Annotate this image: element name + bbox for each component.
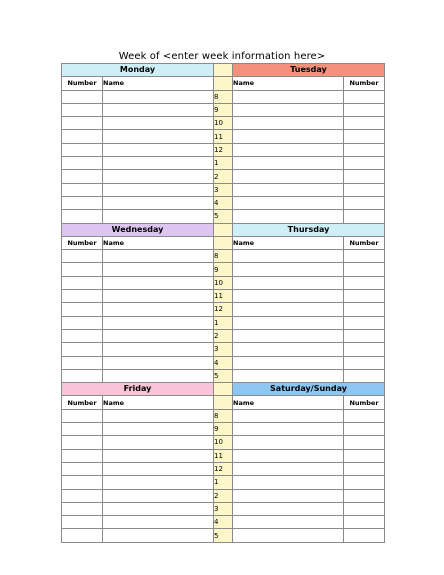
number-cell[interactable] xyxy=(344,250,385,263)
number-cell[interactable] xyxy=(62,476,103,489)
name-cell[interactable] xyxy=(233,502,344,515)
name-cell[interactable] xyxy=(103,183,214,196)
name-cell[interactable] xyxy=(233,170,344,183)
number-cell[interactable] xyxy=(344,276,385,289)
name-cell[interactable] xyxy=(233,276,344,289)
name-cell[interactable] xyxy=(103,196,214,209)
name-column-header: Name xyxy=(103,236,214,249)
time-slot-label: 1 xyxy=(214,316,233,329)
time-slot-label: 4 xyxy=(214,516,233,529)
number-cell[interactable] xyxy=(62,303,103,316)
time-slot-row xyxy=(62,476,385,489)
number-cell[interactable] xyxy=(344,183,385,196)
name-cell[interactable] xyxy=(233,90,344,103)
column-header-row xyxy=(62,77,385,90)
name-cell[interactable] xyxy=(103,369,214,382)
time-slot-label: 11 xyxy=(214,130,233,143)
time-slot-row xyxy=(62,130,385,143)
name-column-header: Name xyxy=(233,396,344,409)
time-slot-row xyxy=(62,303,385,316)
number-column-header: Number xyxy=(62,396,103,409)
number-cell[interactable] xyxy=(62,290,103,303)
name-cell[interactable] xyxy=(233,329,344,342)
name-cell[interactable] xyxy=(103,276,214,289)
time-slot-row xyxy=(62,157,385,170)
time-slot-label: 3 xyxy=(214,343,233,356)
name-cell[interactable] xyxy=(233,290,344,303)
time-column-header-spacer xyxy=(214,77,233,90)
time-slot-label: 10 xyxy=(214,276,233,289)
time-column-header-spacer xyxy=(214,396,233,409)
number-cell[interactable] xyxy=(344,489,385,502)
time-slot-row xyxy=(62,210,385,223)
number-cell[interactable] xyxy=(62,117,103,130)
time-slot-row xyxy=(62,462,385,475)
number-cell[interactable] xyxy=(62,356,103,369)
name-cell[interactable] xyxy=(233,516,344,529)
time-slot-label: 5 xyxy=(214,529,233,542)
number-cell[interactable] xyxy=(62,369,103,382)
number-cell[interactable] xyxy=(62,423,103,436)
number-cell[interactable] xyxy=(344,143,385,156)
number-cell[interactable] xyxy=(62,316,103,329)
name-cell[interactable] xyxy=(103,170,214,183)
time-slot-row xyxy=(62,276,385,289)
number-cell[interactable] xyxy=(344,117,385,130)
name-cell[interactable] xyxy=(103,462,214,475)
number-cell[interactable] xyxy=(62,183,103,196)
time-slot-label: 4 xyxy=(214,196,233,209)
day-label-friday: Friday xyxy=(62,383,214,396)
time-slot-row xyxy=(62,489,385,502)
name-cell[interactable] xyxy=(103,316,214,329)
name-column-header: Name xyxy=(103,396,214,409)
name-cell[interactable] xyxy=(103,130,214,143)
name-cell[interactable] xyxy=(233,449,344,462)
number-column-header: Number xyxy=(62,236,103,249)
time-slot-row xyxy=(62,369,385,382)
time-slot-label: 10 xyxy=(214,117,233,130)
number-cell[interactable] xyxy=(62,103,103,116)
time-slot-label: 9 xyxy=(214,103,233,116)
name-cell[interactable] xyxy=(103,303,214,316)
time-column-header-spacer xyxy=(214,236,233,249)
number-cell[interactable] xyxy=(344,103,385,116)
name-cell[interactable] xyxy=(103,103,214,116)
number-column-header: Number xyxy=(344,77,385,90)
time-slot-row xyxy=(62,436,385,449)
name-cell[interactable] xyxy=(103,157,214,170)
number-column-header: Number xyxy=(62,77,103,90)
time-slot-row xyxy=(62,290,385,303)
number-cell[interactable] xyxy=(62,143,103,156)
number-cell[interactable] xyxy=(344,263,385,276)
number-cell[interactable] xyxy=(62,276,103,289)
name-cell[interactable] xyxy=(103,516,214,529)
number-cell[interactable] xyxy=(344,529,385,542)
number-cell[interactable] xyxy=(62,529,103,542)
name-cell[interactable] xyxy=(103,423,214,436)
time-slot-row xyxy=(62,329,385,342)
name-cell[interactable] xyxy=(233,529,344,542)
time-slot-label: 11 xyxy=(214,290,233,303)
time-slot-label: 11 xyxy=(214,449,233,462)
number-cell[interactable] xyxy=(344,516,385,529)
number-cell[interactable] xyxy=(344,290,385,303)
number-cell[interactable] xyxy=(344,409,385,422)
name-cell[interactable] xyxy=(233,343,344,356)
name-cell[interactable] xyxy=(233,476,344,489)
number-cell[interactable] xyxy=(62,263,103,276)
time-slot-label: 12 xyxy=(214,462,233,475)
name-cell[interactable] xyxy=(103,489,214,502)
number-cell[interactable] xyxy=(344,476,385,489)
number-cell[interactable] xyxy=(344,329,385,342)
time-slot-label: 5 xyxy=(214,369,233,382)
name-cell[interactable] xyxy=(103,210,214,223)
name-cell[interactable] xyxy=(103,343,214,356)
name-cell[interactable] xyxy=(233,103,344,116)
time-slot-label: 9 xyxy=(214,263,233,276)
number-column-header: Number xyxy=(344,396,385,409)
time-slot-row xyxy=(62,170,385,183)
number-cell[interactable] xyxy=(344,462,385,475)
name-cell[interactable] xyxy=(233,263,344,276)
number-cell[interactable] xyxy=(344,170,385,183)
name-cell[interactable] xyxy=(103,290,214,303)
time-slot-row xyxy=(62,409,385,422)
time-slot-row xyxy=(62,250,385,263)
number-cell[interactable] xyxy=(62,170,103,183)
time-slot-row xyxy=(62,502,385,515)
name-cell[interactable] xyxy=(233,316,344,329)
page-title: Week of <enter week information here> xyxy=(118,51,326,62)
name-cell[interactable] xyxy=(103,476,214,489)
name-cell[interactable] xyxy=(233,157,344,170)
number-cell[interactable] xyxy=(344,130,385,143)
day-label-tuesday: Tuesday xyxy=(233,64,385,77)
time-slot-row xyxy=(62,423,385,436)
day-label-wednesday: Wednesday xyxy=(62,223,214,236)
number-cell[interactable] xyxy=(62,210,103,223)
time-slot-row xyxy=(62,529,385,542)
day-header-row xyxy=(62,383,385,396)
name-cell[interactable] xyxy=(233,196,344,209)
time-slot-label: 4 xyxy=(214,356,233,369)
name-cell[interactable] xyxy=(233,369,344,382)
name-cell[interactable] xyxy=(233,489,344,502)
name-cell[interactable] xyxy=(103,117,214,130)
time-slot-label: 3 xyxy=(214,183,233,196)
time-slot-label: 2 xyxy=(214,170,233,183)
day-label-monday: Monday xyxy=(62,64,214,77)
number-cell[interactable] xyxy=(344,449,385,462)
number-cell[interactable] xyxy=(62,449,103,462)
name-cell[interactable] xyxy=(103,250,214,263)
number-cell[interactable] xyxy=(62,196,103,209)
name-cell[interactable] xyxy=(103,436,214,449)
number-cell[interactable] xyxy=(62,90,103,103)
number-cell[interactable] xyxy=(344,343,385,356)
number-cell[interactable] xyxy=(62,409,103,422)
name-cell[interactable] xyxy=(233,356,344,369)
number-cell[interactable] xyxy=(344,157,385,170)
name-cell[interactable] xyxy=(233,143,344,156)
name-cell[interactable] xyxy=(233,130,344,143)
name-column-header: Name xyxy=(233,236,344,249)
time-slot-label: 12 xyxy=(214,143,233,156)
time-slot-label: 2 xyxy=(214,489,233,502)
name-cell[interactable] xyxy=(103,529,214,542)
time-slot-label: 8 xyxy=(214,250,233,263)
time-slot-row xyxy=(62,90,385,103)
column-header-row xyxy=(62,236,385,249)
time-slot-row xyxy=(62,117,385,130)
name-cell[interactable] xyxy=(103,502,214,515)
name-cell[interactable] xyxy=(233,183,344,196)
number-cell[interactable] xyxy=(344,316,385,329)
number-cell[interactable] xyxy=(344,369,385,382)
number-cell[interactable] xyxy=(62,436,103,449)
time-slot-row xyxy=(62,356,385,369)
name-cell[interactable] xyxy=(233,409,344,422)
time-slot-row xyxy=(62,196,385,209)
number-cell[interactable] xyxy=(344,196,385,209)
time-column-header xyxy=(214,64,233,77)
number-cell[interactable] xyxy=(62,502,103,515)
time-slot-label: 1 xyxy=(214,476,233,489)
name-cell[interactable] xyxy=(233,436,344,449)
number-cell[interactable] xyxy=(344,436,385,449)
time-slot-row xyxy=(62,516,385,529)
weekly-schedule-table xyxy=(61,63,385,543)
number-cell[interactable] xyxy=(344,303,385,316)
number-cell[interactable] xyxy=(62,250,103,263)
time-slot-label: 3 xyxy=(214,502,233,515)
time-slot-label: 8 xyxy=(214,90,233,103)
time-slot-row xyxy=(62,449,385,462)
time-slot-row xyxy=(62,316,385,329)
number-column-header: Number xyxy=(344,236,385,249)
time-slot-row xyxy=(62,183,385,196)
time-slot-label: 1 xyxy=(214,157,233,170)
day-label-thursday: Thursday xyxy=(233,223,385,236)
time-slot-label: 10 xyxy=(214,436,233,449)
name-cell[interactable] xyxy=(103,329,214,342)
name-cell[interactable] xyxy=(233,423,344,436)
name-cell[interactable] xyxy=(233,250,344,263)
name-cell[interactable] xyxy=(103,263,214,276)
day-header-row xyxy=(62,64,385,77)
number-cell[interactable] xyxy=(344,502,385,515)
number-cell[interactable] xyxy=(62,462,103,475)
number-cell[interactable] xyxy=(344,423,385,436)
name-cell[interactable] xyxy=(103,409,214,422)
day-label-saturday-sunday: Saturday/Sunday xyxy=(233,383,385,396)
name-cell[interactable] xyxy=(233,462,344,475)
name-cell[interactable] xyxy=(103,449,214,462)
name-cell[interactable] xyxy=(103,356,214,369)
time-slot-label: 12 xyxy=(214,303,233,316)
name-cell[interactable] xyxy=(233,117,344,130)
time-slot-label: 9 xyxy=(214,423,233,436)
number-cell[interactable] xyxy=(62,130,103,143)
name-cell[interactable] xyxy=(233,210,344,223)
name-cell[interactable] xyxy=(103,143,214,156)
time-slot-row xyxy=(62,143,385,156)
number-cell[interactable] xyxy=(62,329,103,342)
time-slot-label: 2 xyxy=(214,329,233,342)
day-header-row xyxy=(62,223,385,236)
time-slot-label: 8 xyxy=(214,409,233,422)
name-column-header: Name xyxy=(103,77,214,90)
time-slot-row xyxy=(62,263,385,276)
number-cell[interactable] xyxy=(344,210,385,223)
time-slot-row xyxy=(62,103,385,116)
name-cell[interactable] xyxy=(233,303,344,316)
time-slot-row xyxy=(62,343,385,356)
number-cell[interactable] xyxy=(344,356,385,369)
number-cell[interactable] xyxy=(62,489,103,502)
number-cell[interactable] xyxy=(344,90,385,103)
number-cell[interactable] xyxy=(62,343,103,356)
time-slot-label: 5 xyxy=(214,210,233,223)
column-header-row xyxy=(62,396,385,409)
time-column-header xyxy=(214,383,233,396)
name-cell[interactable] xyxy=(103,90,214,103)
time-column-header xyxy=(214,223,233,236)
number-cell[interactable] xyxy=(62,157,103,170)
number-cell[interactable] xyxy=(62,516,103,529)
name-column-header: Name xyxy=(233,77,344,90)
